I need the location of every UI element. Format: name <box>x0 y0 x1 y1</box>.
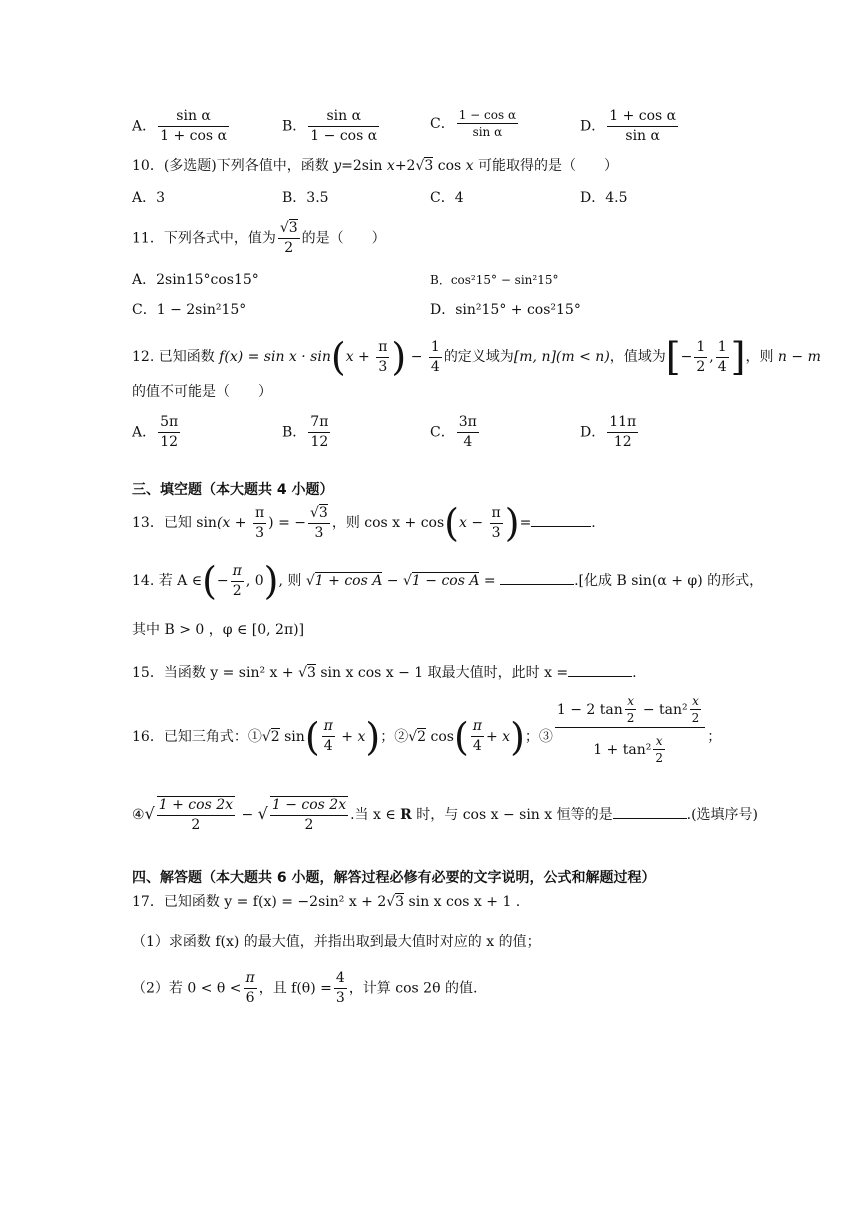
fraction: $\frac{\pi}{3}$ <box>491 504 501 541</box>
section-3-heading: 三、填空题（本大题共 4 小题） <box>132 482 334 498</box>
answer-blank <box>613 804 687 819</box>
q12-option-c: C． $\frac{3\pi}{4}$ <box>430 414 477 450</box>
q12-option-a: A． $\frac{5\pi}{12}$ <box>132 414 179 450</box>
answer-blank <box>568 662 632 677</box>
q16-stem: 16．已知三角式：①√2 sin( $\frac{\pi}{4}$ + x)；②√2 cos( $\frac{\pi}{4}$ + x)；③ 1 − 2 tan $\frac{x}{2}$ − tan² $\frac{x}{2}$ 1 + tan² $\frac{x}{2}$ ； <box>132 694 722 766</box>
fraction: $\frac{4}{3}$ <box>335 970 345 1006</box>
section-4-heading: 四、解答题（本大题共 6 小题，解答过程必修有必要的文字说明，公式和解题过程） <box>132 870 656 886</box>
fraction: $\frac{√3}{3}$ <box>309 504 328 541</box>
fraction: $\frac{\text{1 − cos α}}{\text{sin α}}$ <box>458 108 517 140</box>
q11-option-d: D．sin²15° + cos²15° <box>430 302 581 318</box>
fraction: $\frac{1}{4}$ <box>717 338 727 375</box>
q9-option-d: D． $\frac{\text{1 + cos α}}{\text{sin α}}$ <box>580 108 677 144</box>
q11-stem: 11．下列各式中，值为 $\frac{√3}{2}$ 的是（ ） <box>132 220 386 256</box>
q10-option-d: D．4.5 <box>580 190 628 206</box>
q12-stem: 12. 已知函数 f(x) = sin x · sin(x + $\frac{\pi}{3}$ ) − $\frac{1}{4}$ 的定义域为[m, n](m < n)，值域为[− $\frac{1}{2}$ , $\frac{1}{4}$ ]，则 n − m <box>132 335 821 379</box>
fraction: $\frac{7\pi}{12}$ <box>310 414 329 450</box>
fraction: $\frac{5\pi}{12}$ <box>160 414 179 450</box>
q9-option-b: B． $\frac{\text{sin α}}{\text{1 − cos α}}$ <box>282 108 378 144</box>
fraction: $\frac{3\pi}{4}$ <box>458 414 477 450</box>
fraction: $\frac{\text{sin α}}{\text{1 + cos α}}$ <box>160 108 228 144</box>
q12-line2: 的值不可能是（ ） <box>132 384 272 400</box>
fraction: $\frac{1 + \cos 2x}{2}$ <box>158 797 234 833</box>
q13-stem: 13．已知 sin(x + $\frac{\pi}{3}$ ) = − $\frac{√3}{3}$ ，则 cos x + cos(x − $\frac{\pi}{3}$ )= . <box>132 501 596 545</box>
fraction: $\frac{1 - \cos 2x}{2}$ <box>271 797 347 833</box>
fraction: $\frac{1}{2}$ <box>696 338 706 375</box>
fraction: $\frac{\text{1 + cos α}}{\text{sin α}}$ <box>609 108 677 144</box>
q10-option-a: A．3 <box>132 190 166 206</box>
q11-option-b: B．cos²15° − sin²15° <box>430 273 559 287</box>
q12-option-b: B． $\frac{7\pi}{12}$ <box>282 414 329 450</box>
q11-option-c: C．1 − 2sin²15° <box>132 302 247 318</box>
q11-option-a: A．2sin15°cos15° <box>132 272 259 288</box>
fraction: $\frac{\text{sin α}}{\text{1 − cos α}}$ <box>310 108 378 144</box>
q12-option-d: D． $\frac{11\pi}{12}$ <box>580 414 637 450</box>
fraction: $\frac{\pi}{2}$ <box>232 562 242 599</box>
fraction: $\frac{x}{2}$ <box>626 694 635 726</box>
q9-option-a: A． $\frac{\text{sin α}}{\text{1 + cos α}}$ <box>132 108 228 144</box>
q10-option-b: B．3.5 <box>282 190 329 206</box>
q10-option-c: C．4 <box>430 190 464 206</box>
fraction: $\frac{\pi}{4}$ <box>323 718 333 755</box>
fraction: $\frac{√3}{2}$ <box>279 220 298 256</box>
fraction: $\frac{\pi}{3}$ <box>254 504 265 541</box>
q17-part1: （1）求函数 f(x) 的最大值，并指出取到最大值时对应的 x 的值； <box>132 934 541 950</box>
q14-line2: 其中 B > 0 ，φ ∈ [0, 2π)] <box>132 622 305 638</box>
fraction: $\frac{\pi}{6}$ <box>245 970 255 1006</box>
fraction-expr-3: 1 − 2 tan $\frac{x}{2}$ − tan² $\frac{x}{2}$ 1 + tan² $\frac{x}{2}$ <box>555 694 705 766</box>
q10-stem: 10．(多选题)下列各值中，函数 y=2sin x+2√3 cos x 可能取得的是（ ） <box>132 158 619 174</box>
fraction: $\frac{\pi}{3}$ <box>378 338 388 375</box>
q17-stem: 17．已知函数 y = f(x) = −2sin² x + 2√3 sin x cos x + 1 . <box>132 894 521 910</box>
q15-stem: 15．当函数 y = sin² x + √3 sin x cos x − 1 取最大值时，此时 x = . <box>132 662 637 682</box>
answer-blank <box>500 570 574 585</box>
q17-part2: （2）若 0 < θ < $\frac{\pi}{6}$ ，且 f(θ) = $\frac{4}{3}$ ，计算 cos 2θ 的值. <box>132 970 478 1006</box>
fraction: $\frac{11\pi}{12}$ <box>609 414 637 450</box>
q14-stem: 14. 若 A ∈(− $\frac{\pi}{2}$ , 0), 则 √1 + cos A − √1 − cos A = .[化成 B sin(α + φ) 的形式， <box>132 559 764 603</box>
q16-line2: ④√ $\frac{1 + \cos 2x}{2}$ − √ $\frac{1 - \cos 2x}{2}$ .当 x ∈ R 时，与 cos x − sin x 恒等的是 .(选填序号) <box>132 797 758 833</box>
answer-blank <box>531 512 591 527</box>
fraction: $\frac{\pi}{4}$ <box>472 718 482 755</box>
q9-option-c: C． $\frac{\text{1 − cos α}}{\text{sin α}}$ <box>430 108 517 140</box>
fraction: $\frac{1}{4}$ <box>430 338 440 375</box>
